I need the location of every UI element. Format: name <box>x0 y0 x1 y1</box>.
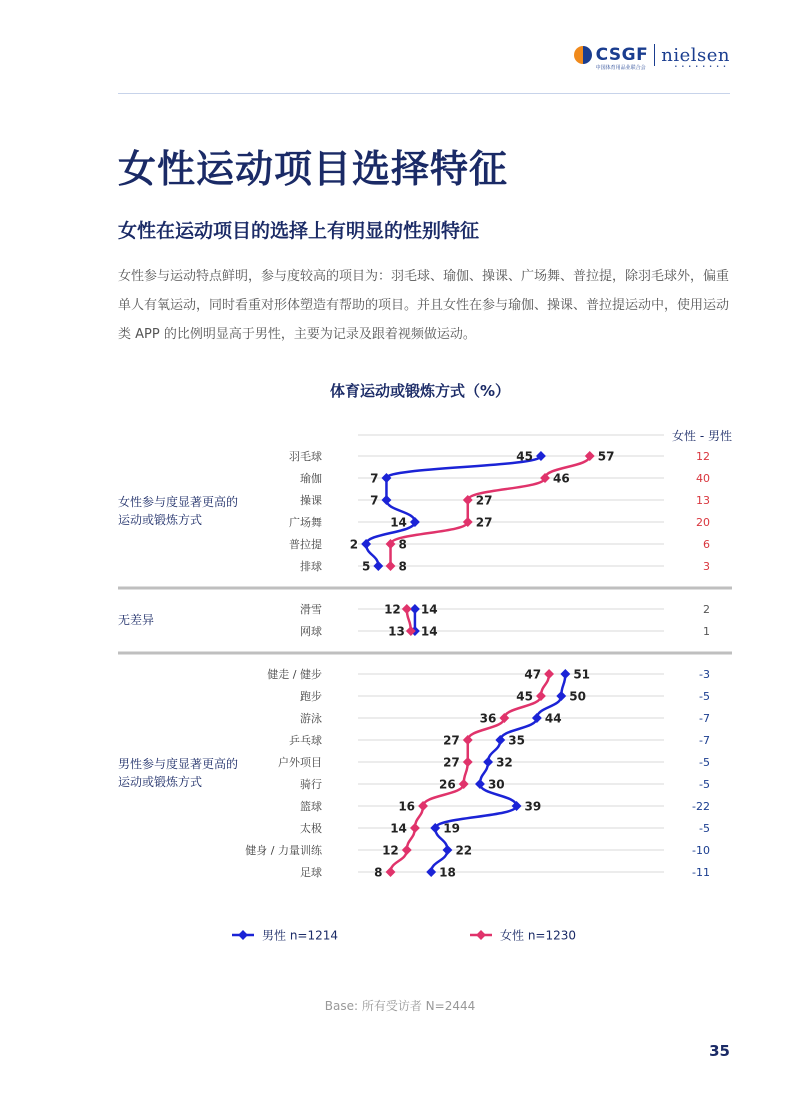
category-label-5: 排球 <box>300 560 322 573</box>
category-label-8: 健走 / 健步 <box>267 668 322 681</box>
difference-2: 13 <box>696 494 710 507</box>
logo-nielsen: nielsen <box>661 44 730 66</box>
data-label-s0-2: 7 <box>370 493 379 508</box>
marker-s0-16 <box>442 845 452 855</box>
diff-header: 女性 - 男性 <box>672 429 732 443</box>
series-line-0-group-2 <box>431 674 565 872</box>
group-label-2-0: 男性参与度显著更高的 <box>118 757 239 771</box>
legend-marker-1 <box>476 930 486 940</box>
header-rule <box>118 93 730 94</box>
difference-12: -5 <box>699 756 710 769</box>
marker-s1-11 <box>463 735 473 745</box>
legend-marker-0 <box>238 930 248 940</box>
category-label-15: 太极 <box>300 822 322 835</box>
data-label-s0-10: 44 <box>544 711 562 726</box>
marker-s0-9 <box>556 691 566 701</box>
page-subtitle: 女性在运动项目的选择上有明显的性别特征 <box>118 220 480 242</box>
data-label-s0-14: 39 <box>524 799 542 814</box>
data-label-s1-2: 27 <box>475 493 493 508</box>
data-label-s1-12: 27 <box>443 755 460 770</box>
category-label-7: 网球 <box>300 625 322 638</box>
difference-6: 2 <box>703 603 710 616</box>
marker-s0-12 <box>483 757 493 767</box>
marker-s0-8 <box>560 669 570 679</box>
legend-label-1: 女性 n=1230 <box>500 928 577 943</box>
data-label-s0-13: 30 <box>487 777 505 792</box>
category-label-3: 广场舞 <box>289 516 322 529</box>
data-label-s1-9: 45 <box>516 689 533 704</box>
body-paragraph: 女性参与运动特点鲜明，参与度较高的项目为：羽毛球、瑜伽、操课、广场舞、普拉提，除羽毛球外，偏重单人有氧运动，同时看重对形体塑造有帮助的项目。并且女性在参与瑜伽、操课、普拉提运动中，使用运动类 APP 的比例明显高于男性，主要为记录及跟着视频做运动。 <box>118 269 730 342</box>
data-label-s1-3: 27 <box>475 515 493 530</box>
data-label-s0-0: 45 <box>516 449 533 464</box>
legend-label-0: 男性 n=1214 <box>262 928 339 943</box>
group-label-0-1: 运动或锻炼方式 <box>118 513 203 527</box>
group-label-1-0: 无差异 <box>118 613 155 627</box>
category-label-17: 足球 <box>300 866 322 879</box>
data-label-s0-15: 19 <box>443 821 460 836</box>
data-label-s0-5: 5 <box>361 559 371 574</box>
data-label-s0-9: 50 <box>569 689 586 704</box>
difference-8: -3 <box>699 668 710 681</box>
data-label-s1-13: 26 <box>438 777 456 792</box>
chart-title: 体育运动或锻炼方式（%） <box>329 382 511 400</box>
category-label-11: 乒乓球 <box>289 734 322 747</box>
data-label-s1-6: 12 <box>384 602 401 617</box>
marker-s1-12 <box>463 757 473 767</box>
difference-13: -5 <box>699 778 710 791</box>
marker-s0-13 <box>475 779 485 789</box>
category-label-0: 羽毛球 <box>289 450 322 463</box>
category-label-13: 骑行 <box>300 778 322 791</box>
logo-dots: •••••••• <box>674 64 730 70</box>
category-label-4: 普拉提 <box>289 538 322 551</box>
logo-separator <box>654 44 655 66</box>
marker-s1-10 <box>499 713 509 723</box>
category-label-2: 操课 <box>300 494 322 507</box>
data-label-s0-7: 14 <box>420 624 438 639</box>
data-label-s1-14: 16 <box>398 799 416 814</box>
difference-17: -11 <box>692 866 710 879</box>
marker-s1-5 <box>386 561 396 571</box>
marker-s0-5 <box>373 561 383 571</box>
category-label-16: 健身 / 力量训练 <box>245 844 322 857</box>
difference-5: 3 <box>703 560 710 573</box>
marker-s0-2 <box>382 495 392 505</box>
data-label-s1-1: 46 <box>553 471 570 486</box>
difference-15: -5 <box>699 822 710 835</box>
difference-3: 20 <box>696 516 710 529</box>
group-label-0-0: 女性参与度显著更高的 <box>118 495 239 509</box>
data-label-s1-17: 8 <box>374 865 383 880</box>
difference-16: -10 <box>692 844 710 857</box>
marker-s1-15 <box>410 823 420 833</box>
difference-0: 12 <box>696 450 710 463</box>
data-label-s1-8: 47 <box>524 667 542 682</box>
group-label-2-1: 运动或锻炼方式 <box>118 775 203 789</box>
base-note: Base: 所有受访者 N=2444 <box>324 999 476 1013</box>
data-label-s0-4: 2 <box>349 537 359 552</box>
page-number: 35 <box>709 1042 730 1060</box>
data-label-s0-11: 35 <box>508 733 525 748</box>
marker-s1-17 <box>386 867 396 877</box>
category-label-6: 滑雪 <box>300 603 322 616</box>
page-title: 女性运动项目选择特征 <box>118 147 509 191</box>
data-label-s0-17: 18 <box>439 865 456 880</box>
data-label-s1-10: 36 <box>479 711 497 726</box>
difference-4: 6 <box>703 538 710 551</box>
marker-s1-8 <box>544 669 554 679</box>
difference-14: -22 <box>692 800 710 813</box>
data-label-s1-0: 57 <box>597 449 615 464</box>
difference-7: 1 <box>703 625 710 638</box>
difference-9: -5 <box>699 690 710 703</box>
data-label-s0-3: 14 <box>390 515 407 530</box>
data-label-s0-1: 7 <box>370 471 379 486</box>
logo-csgf: CSGF <box>595 45 649 65</box>
data-label-s1-16: 12 <box>382 843 399 858</box>
difference-10: -7 <box>699 712 710 725</box>
data-label-s1-11: 27 <box>443 733 460 748</box>
data-label-s1-15: 14 <box>390 821 407 836</box>
marker-s1-16 <box>402 845 412 855</box>
marker-s0-17 <box>426 867 436 877</box>
category-label-12: 户外项目 <box>278 756 322 769</box>
category-label-10: 游泳 <box>300 712 322 725</box>
marker-s0-11 <box>495 735 505 745</box>
logo-csgf-subtitle: 中国体育用品业联合会 <box>595 65 646 71</box>
data-label-s0-6: 14 <box>420 602 438 617</box>
marker-s1-9 <box>536 691 546 701</box>
marker-s1-6 <box>402 604 412 614</box>
logo <box>574 44 730 71</box>
category-label-9: 跑步 <box>300 690 322 703</box>
data-label-s1-5: 8 <box>398 559 407 574</box>
category-label-1: 瑜伽 <box>300 472 322 485</box>
data-label-s0-12: 32 <box>496 755 513 770</box>
data-label-s1-4: 8 <box>398 537 407 552</box>
data-label-s0-16: 22 <box>455 843 473 858</box>
sports-participation-chart <box>0 370 800 970</box>
marker-s0-10 <box>532 713 542 723</box>
data-label-s1-7: 13 <box>388 624 405 639</box>
category-label-14: 篮球 <box>300 800 322 813</box>
difference-1: 40 <box>696 472 710 485</box>
difference-11: -7 <box>699 734 710 747</box>
series-line-1-group-2 <box>391 674 550 872</box>
series-line-0-group-0 <box>366 456 541 566</box>
csgf-logo-icon <box>574 46 592 64</box>
data-label-s0-8: 51 <box>573 667 591 682</box>
